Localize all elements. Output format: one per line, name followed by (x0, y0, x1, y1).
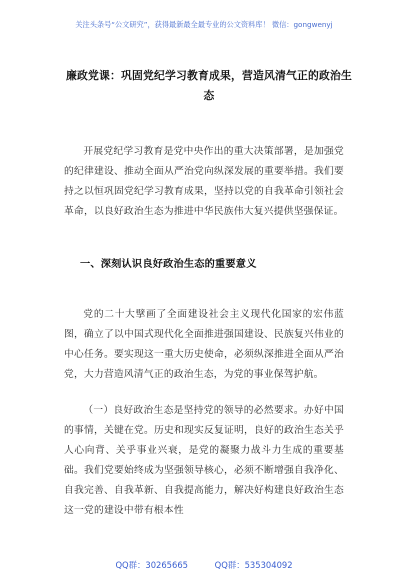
section-heading-1: 一、深刻认识良好政治生态的重要意义 (80, 259, 257, 270)
paragraph-point-1: （一）良好政治生态是坚持党的领导的必然要求。办好中国的事情，关键在党。历史和现实反复证明，良好的政治生态关乎人心向背、关乎事业兴衰，是党的凝聚力战斗力生成的重要基础。我们党要始终成为坚强领导核心，必须不断增强自我净化、自我完善、自我革新、自我提高能力，解决好构建良好政治生态这一党的建设中带有根本性 (64, 405, 344, 516)
qq-group-1: QQ群：30265665 (115, 560, 188, 570)
bottom-banner (0, 559, 408, 571)
document-title: 廉政党课：巩固党纪学习教育成果，营造风清气正的政治生态 (66, 69, 352, 102)
qq-group-2: QQ群：535304092 (214, 560, 293, 570)
paragraph-significance: 党的二十大擘画了全面建设社会主义现代化国家的宏伟蓝图，确立了以中国式现代化全面推进强国建设、民族复兴伟业的中心任务。要实现这一重大历史使命，必须纵深推进全面从严治党，大力营造风清气正的政治生态，为党的事业保驾护航。 (64, 309, 344, 380)
paragraph-intro: 开展党纪学习教育是党中央作出的重大决策部署，是加强党的纪律建设、推动全面从严治党向纵深发展的重要举措。我们要持之以恒巩固党纪学习教育成果，坚持以党的自我革命引领社会革命，以良好政治生态为推进中华民族伟大复兴提供坚强保证。 (64, 146, 344, 217)
top-banner: 关注头条号“公文研究”，获得最新最全最专业的公文资料库！ 微信：gongwenyj (75, 20, 333, 29)
